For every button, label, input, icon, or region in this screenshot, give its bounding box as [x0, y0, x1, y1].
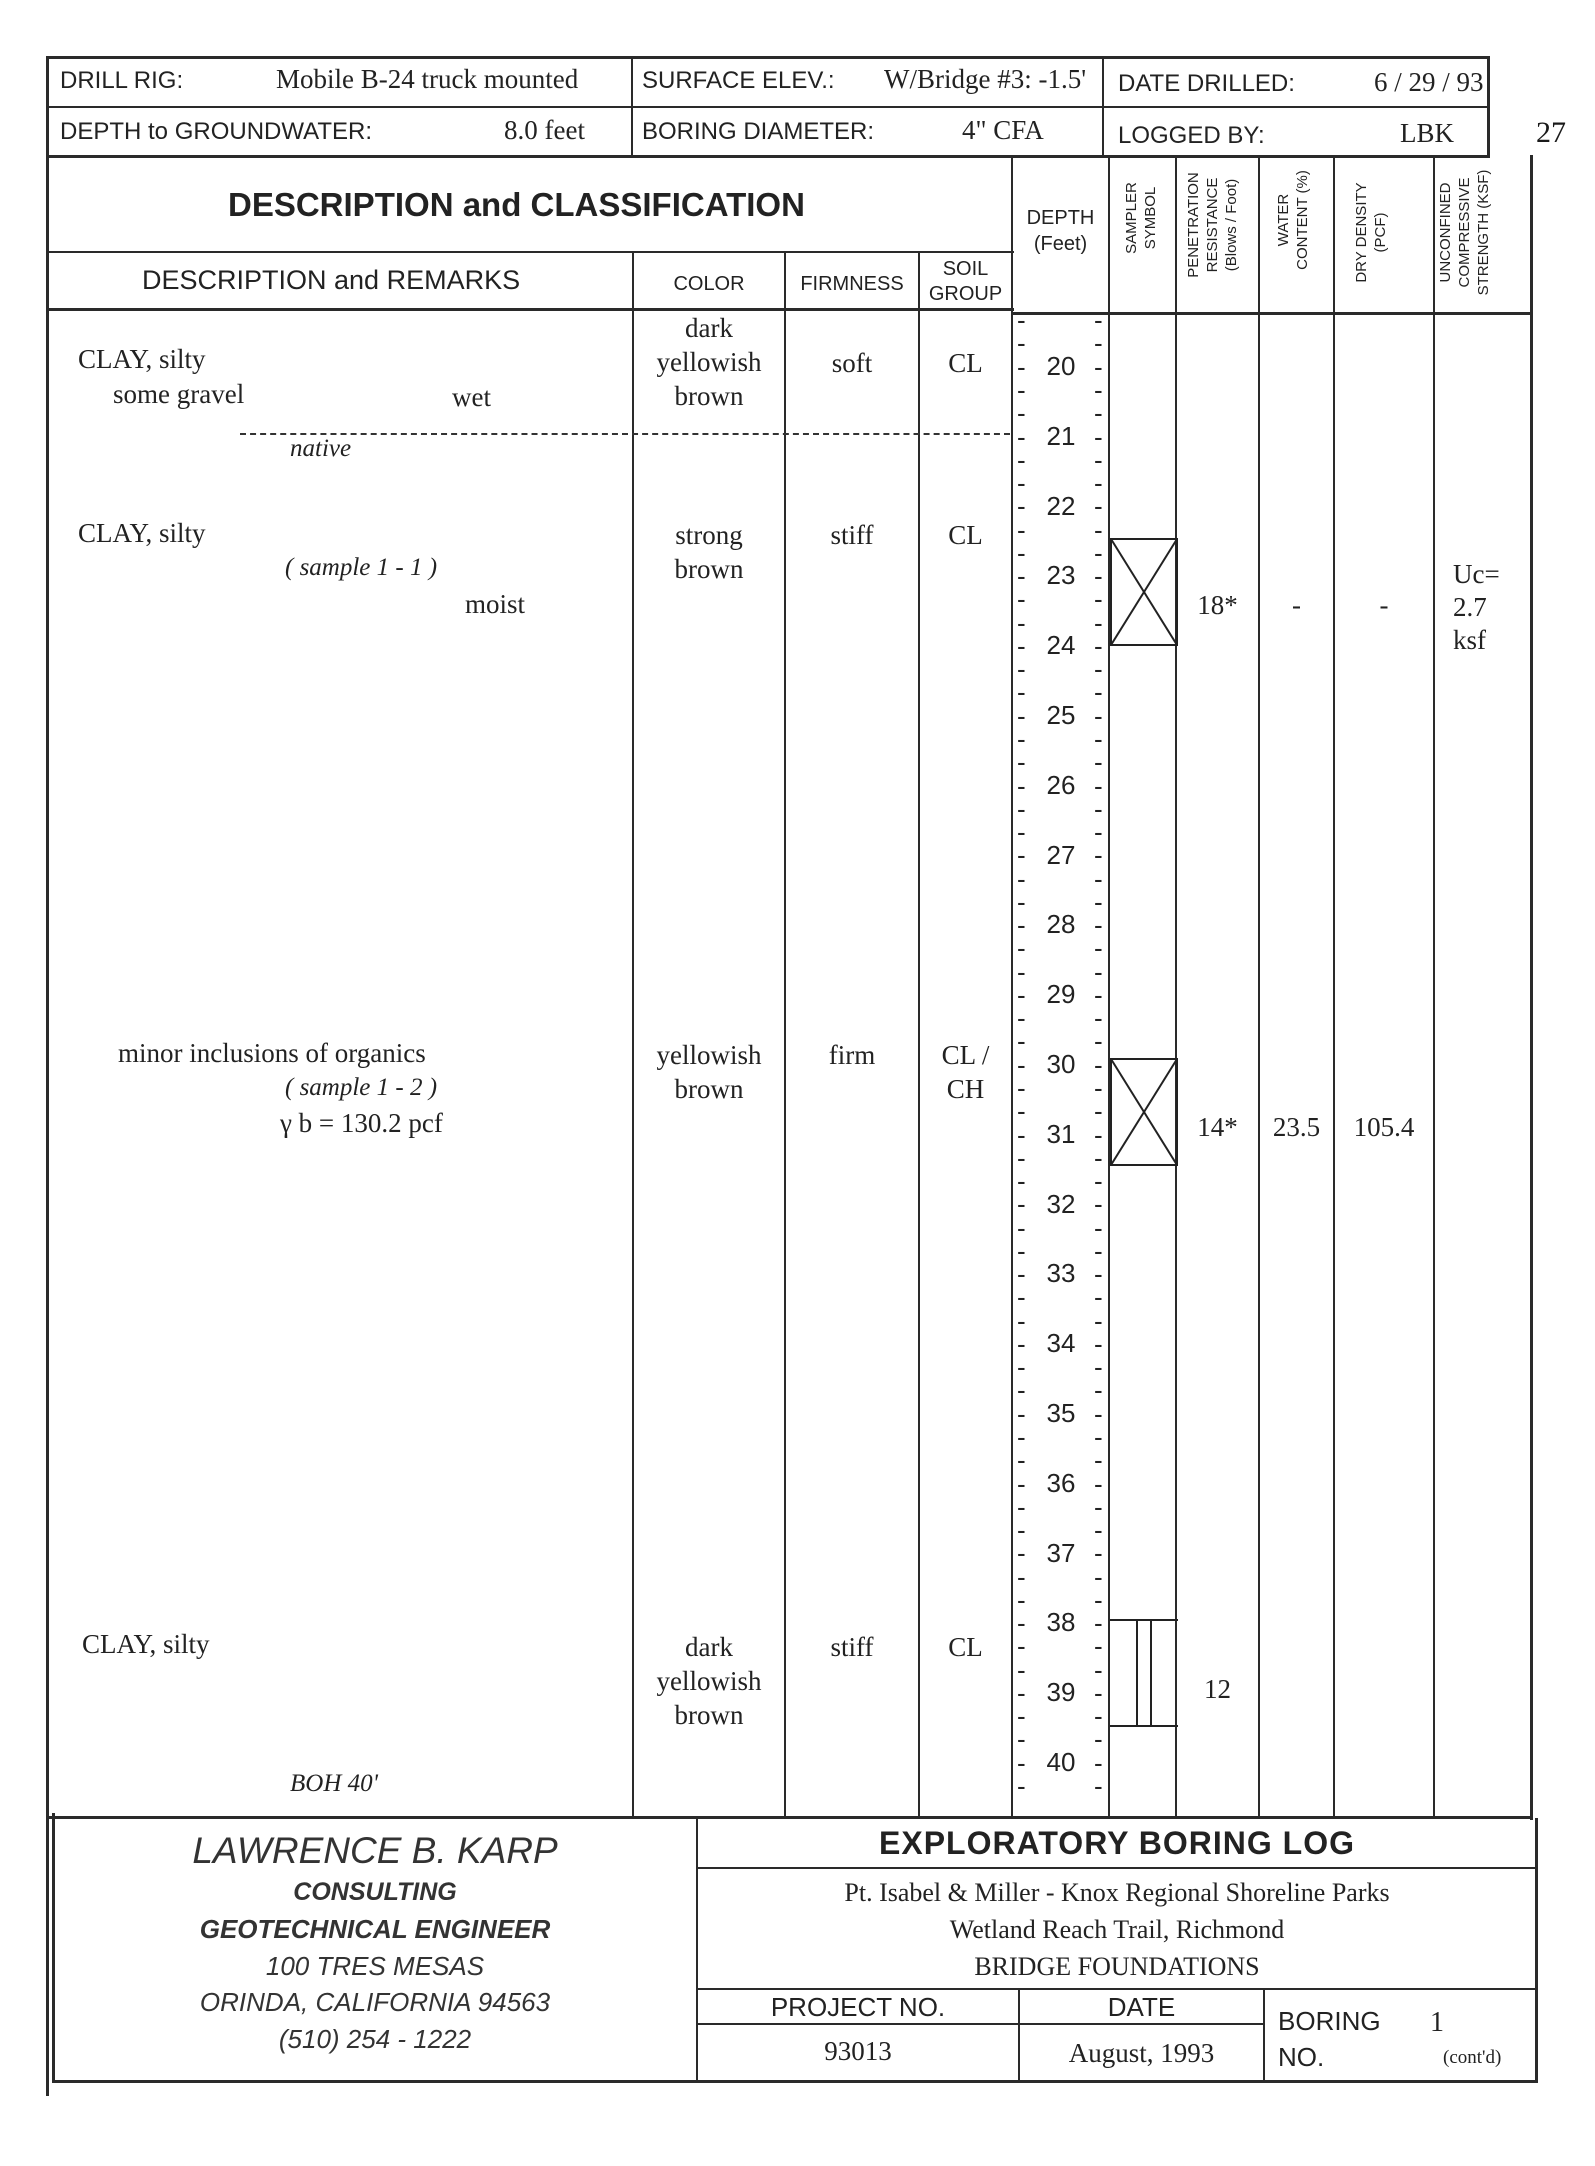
firm-address: 100 TRES MESAS: [265, 1951, 485, 1981]
depth-tick: -: [1094, 1096, 1103, 1127]
depth-tick: -: [1094, 1515, 1103, 1546]
page-number: 27: [1536, 116, 1566, 149]
sample1-uc-line1: Uc=: [1453, 559, 1500, 589]
depth-tick: -: [1017, 1305, 1026, 1336]
layer3-description: minor inclusions of organics: [118, 1038, 426, 1068]
depth-tick: -: [1094, 491, 1103, 522]
depth-tick: -: [1017, 956, 1026, 987]
layer3-firmness: firm: [828, 1040, 876, 1070]
depth-tick: -: [1094, 1142, 1103, 1173]
depth-tick: -: [1094, 514, 1103, 545]
layer2-firmness: stiff: [830, 520, 874, 550]
sample1-density: -: [1379, 590, 1389, 620]
depth-tick: -: [1094, 840, 1103, 871]
depth-tick: -: [1094, 1073, 1103, 1103]
depth-label-27: 27: [1046, 839, 1076, 870]
depth-tick: -: [1017, 1142, 1026, 1173]
depth-tick: -: [1094, 584, 1103, 615]
depth-tick: -: [1094, 1608, 1103, 1639]
depth-label-40: 40: [1046, 1747, 1076, 1777]
depth-tick: -: [1094, 351, 1103, 382]
layer1-color-line2: yellowish: [656, 347, 762, 377]
layer3-sample: ( sample 1 - 2 ): [285, 1074, 438, 1101]
depth-label-29: 29: [1046, 979, 1076, 1010]
col-depth: [1013, 205, 1108, 257]
sampler-symbol-1: [1110, 538, 1180, 648]
depth-tick: -: [1017, 1259, 1026, 1290]
depth-tick: -: [1017, 724, 1026, 754]
depth-tick: -: [1017, 1119, 1026, 1150]
depth-tick: -: [1094, 468, 1103, 499]
sampler-symbol-2: [1110, 1058, 1180, 1168]
layer1-description-2: some gravel: [113, 379, 245, 409]
sample2-blows: 14*: [1197, 1112, 1238, 1142]
layer1-description: CLAY, silty: [78, 344, 206, 374]
depth-label-34: 34: [1046, 1328, 1076, 1359]
depth-tick: -: [1094, 1026, 1103, 1057]
firm-line2: GEOTECHNICAL ENGINEER: [199, 1914, 551, 1944]
bottom-of-hole: BOH 40': [290, 1770, 378, 1797]
depth-tick: -: [1017, 1026, 1026, 1057]
col-dry-density: [1352, 175, 1390, 290]
section-title: DESCRIPTION and CLASSIFICATION: [228, 186, 805, 223]
depth-tick: -: [1094, 630, 1103, 661]
project-line2: Wetland Reach Trail, Richmond: [949, 1915, 1285, 1944]
depth-tick: -: [1017, 1538, 1026, 1569]
log-title: EXPLORATORY BORING LOG: [879, 1825, 1355, 1861]
col-soil-group-line1: SOIL: [942, 258, 989, 280]
depth-tick: -: [1017, 1771, 1026, 1801]
col-depth-line2: (Feet): [1033, 233, 1088, 255]
depth-tick: -: [1094, 1468, 1103, 1499]
depth-tick: -: [1094, 607, 1103, 638]
layer1-soil-group: CL: [948, 348, 983, 378]
col-depth-line1: DEPTH: [1026, 207, 1095, 229]
firm-phone: (510) 254 - 1222: [278, 2024, 472, 2054]
depth-tick: -: [1094, 1235, 1103, 1266]
date-drilled-label: DATE DRILLED:: [1118, 70, 1295, 97]
depth-tick: -: [1094, 1561, 1103, 1592]
layer4-soil-group: CL: [948, 1632, 983, 1662]
native-label: native: [290, 435, 352, 462]
layer1-moisture: wet: [452, 382, 491, 412]
depth-tick: -: [1017, 584, 1026, 615]
depth-tick: -: [1094, 747, 1103, 778]
depth-tick: -: [1094, 1747, 1103, 1778]
depth-label-21: 21: [1046, 420, 1076, 451]
sample1-uc-line2: 2.7: [1453, 592, 1487, 622]
depth-tick: -: [1094, 956, 1103, 987]
boring-diameter-label: BORING DIAMETER:: [642, 118, 875, 145]
depth-tick: -: [1017, 375, 1026, 405]
depth-tick: -: [1017, 654, 1026, 685]
date-label: DATE: [1107, 1992, 1176, 2022]
col-water-line2: CONTENT (%): [1294, 170, 1311, 270]
depth-tick: -: [1017, 910, 1026, 941]
col-unconfined-strength: [1436, 160, 1493, 305]
depth-tick: -: [1017, 1398, 1026, 1429]
depth-tick: -: [1017, 537, 1026, 568]
col-penetration-line3: (Blows / Foot): [1223, 178, 1240, 272]
depth-tick: -: [1094, 1584, 1103, 1615]
layer4-firmness: stiff: [830, 1632, 874, 1662]
layer2-soil-group: CL: [948, 520, 983, 550]
depth-tick: -: [1094, 1631, 1103, 1662]
depth-tick: -: [1017, 747, 1026, 778]
depth-tick: -: [1017, 328, 1026, 359]
depth-label-38: 38: [1046, 1607, 1076, 1638]
groundwater-label: DEPTH to GROUNDWATER:: [60, 118, 373, 145]
layer2-sample: ( sample 1 - 1 ): [285, 554, 438, 581]
col-ucs-line2: COMPRESSIVE: [1456, 177, 1473, 288]
layer3-color-line2: brown: [674, 1074, 744, 1104]
col-ucs-line1: UNCONFINED: [1437, 182, 1454, 283]
depth-tick: -: [1017, 1561, 1026, 1592]
project-no-label: PROJECT NO.: [770, 1992, 946, 2022]
groundwater-value: 8.0 feet: [504, 115, 585, 145]
depth-tick: -: [1017, 933, 1026, 964]
depth-tick: -: [1017, 630, 1026, 661]
depth-tick: -: [1017, 561, 1026, 592]
col-density-line2: (PCF): [1372, 212, 1389, 253]
depth-tick: -: [1094, 1166, 1103, 1197]
depth-tick: -: [1017, 1096, 1026, 1127]
depth-tick: -: [1094, 1119, 1103, 1150]
col-soil-group-line2: GROUP: [928, 283, 1003, 305]
layer4-description: CLAY, silty: [82, 1629, 210, 1659]
depth-tick: -: [1017, 1166, 1026, 1197]
logged-by-value: LBK: [1400, 118, 1454, 148]
depth-tick: -: [1094, 863, 1103, 894]
layer2-description: CLAY, silty: [78, 518, 206, 548]
depth-tick: -: [1094, 1212, 1103, 1243]
boring-label-line2: NO.: [1278, 2042, 1325, 2072]
depth-tick: -: [1017, 1352, 1026, 1383]
depth-tick: -: [1017, 351, 1026, 382]
depth-tick: -: [1017, 1375, 1026, 1406]
col-color: COLOR: [673, 273, 745, 295]
depth-label-32: 32: [1046, 1188, 1076, 1219]
depth-tick: -: [1017, 979, 1026, 1010]
firm-city: ORINDA, CALIFORNIA 94563: [199, 1987, 551, 2017]
depth-tick: -: [1017, 1608, 1026, 1639]
depth-tick: -: [1017, 444, 1026, 475]
depth-tick: -: [1017, 1631, 1026, 1662]
depth-tick: -: [1094, 537, 1103, 568]
date-value: August, 1993: [1068, 2038, 1215, 2068]
layer3-soil-group-line1: CL /: [941, 1040, 990, 1070]
depth-tick: -: [1094, 1701, 1103, 1732]
depth-tick: -: [1094, 1282, 1103, 1313]
date-drilled-value: 6 / 29 / 93: [1374, 67, 1484, 97]
depth-tick: -: [1094, 398, 1103, 429]
depth-tick: -: [1094, 1677, 1103, 1708]
logged-by-label: LOGGED BY:: [1118, 122, 1265, 149]
depth-tick: -: [1017, 1724, 1026, 1755]
depth-tick: -: [1017, 1701, 1026, 1732]
depth-tick: -: [1094, 1654, 1103, 1685]
boring-no-value: 1: [1430, 2007, 1444, 2038]
depth-tick: -: [1017, 514, 1026, 545]
depth-label-39: 39: [1046, 1677, 1076, 1708]
depth-tick: -: [1017, 398, 1026, 429]
layer1-color-line1: dark: [685, 313, 733, 343]
col-penetration: [1184, 160, 1241, 290]
depth-tick: -: [1017, 1515, 1026, 1546]
depth-tick: -: [1017, 1747, 1026, 1778]
depth-tick: -: [1094, 1189, 1103, 1220]
sampler-symbol-3: [1110, 1618, 1180, 1730]
layer2-color-line2: brown: [674, 554, 744, 584]
depth-tick: -: [1094, 979, 1103, 1010]
col-sampler-line1: SAMPLER: [1123, 182, 1140, 254]
depth-tick: -: [1017, 1445, 1026, 1476]
layer2-color: [634, 518, 784, 586]
depth-tick: -: [1017, 607, 1026, 638]
layer4-color-line3: brown: [674, 1700, 744, 1730]
depth-label-26: 26: [1046, 769, 1076, 800]
depth-tick: -: [1094, 1003, 1103, 1034]
boring-no-label: [1278, 2003, 1381, 2075]
project-line3: BRIDGE FOUNDATIONS: [974, 1952, 1260, 1981]
boring-no-note: (cont'd): [1443, 2047, 1502, 2068]
depth-tick: -: [1094, 561, 1103, 592]
depth-label-35: 35: [1046, 1398, 1076, 1428]
depth-tick: -: [1094, 1352, 1103, 1383]
depth-tick: -: [1017, 1584, 1026, 1615]
depth-tick: -: [1094, 1491, 1103, 1522]
depth-tick: -: [1017, 1073, 1026, 1103]
layer4-color-line2: yellowish: [656, 1666, 762, 1696]
col-penetration-line2: RESISTANCE: [1204, 177, 1221, 273]
layer4-color: [634, 1630, 784, 1732]
depth-tick: -: [1094, 654, 1103, 685]
surface-elev-value: W/Bridge #3: -1.5': [884, 64, 1087, 94]
depth-tick: -: [1094, 677, 1103, 708]
depth-tick: -: [1017, 817, 1026, 848]
col-soil-group: [920, 257, 1011, 307]
layer4-color-line1: dark: [685, 1632, 733, 1662]
depth-tick: -: [1094, 933, 1103, 964]
depth-tick: -: [1094, 1771, 1103, 1801]
layer1-firmness: soft: [831, 348, 873, 378]
project-description: [698, 1874, 1536, 1985]
depth-tick: -: [1017, 677, 1026, 708]
depth-tick: -: [1017, 1003, 1026, 1034]
depth-tick: -: [1094, 793, 1103, 824]
depth-label-31: 31: [1046, 1118, 1076, 1149]
depth-tick: -: [1094, 1398, 1103, 1429]
depth-tick: -: [1094, 1259, 1103, 1290]
depth-tick: -: [1094, 770, 1103, 801]
firm-line1: CONSULTING: [293, 1878, 457, 1906]
depth-tick: -: [1017, 700, 1026, 731]
col-water-content: [1274, 170, 1312, 270]
depth-tick: -: [1094, 1538, 1103, 1569]
depth-label-36: 36: [1046, 1467, 1076, 1498]
depth-tick: -: [1017, 840, 1026, 871]
boring-diameter-value: 4" CFA: [962, 115, 1044, 145]
sample1-uc: [1453, 558, 1500, 657]
col-sampler-symbol: [1122, 158, 1160, 278]
drill-rig-label: DRILL RIG:: [60, 67, 184, 94]
sample1-uc-line3: ksf: [1453, 625, 1486, 655]
depth-tick: -: [1094, 1445, 1103, 1476]
col-sampler-line2: SYMBOL: [1142, 186, 1159, 250]
depth-tick: -: [1017, 1468, 1026, 1499]
depth-label-24: 24: [1046, 630, 1076, 661]
boring-label-line1: BORING: [1278, 2006, 1381, 2036]
sample2-water: 23.5: [1272, 1112, 1321, 1142]
depth-tick: -: [1094, 700, 1103, 731]
firm-name: LAWRENCE B. KARP: [192, 1830, 558, 1871]
drill-rig-value: Mobile B-24 truck mounted: [276, 64, 579, 94]
depth-tick: -: [1094, 1375, 1103, 1406]
depth-tick: -: [1017, 1235, 1026, 1266]
depth-tick: -: [1094, 1328, 1103, 1359]
depth-tick: -: [1094, 1305, 1103, 1336]
layer3-unit-weight: γ b = 130.2 pcf: [280, 1108, 443, 1138]
depth-tick: -: [1017, 491, 1026, 522]
depth-tick: -: [1017, 468, 1026, 499]
depth-tick: -: [1094, 305, 1103, 336]
depth-tick: -: [1094, 1422, 1103, 1452]
layer1-color: [634, 311, 784, 413]
sample1-water: -: [1292, 590, 1301, 620]
layer1-color-line3: brown: [674, 381, 744, 411]
project-no-value: 93013: [824, 2036, 892, 2066]
surface-elev-label: SURFACE ELEV.:: [642, 67, 835, 94]
col-description: DESCRIPTION and REMARKS: [142, 265, 521, 295]
depth-tick: -: [1017, 1422, 1026, 1452]
layer3-soil-group: [920, 1038, 1011, 1106]
depth-tick: -: [1094, 910, 1103, 941]
depth-label-22: 22: [1046, 490, 1076, 521]
depth-label-20: 20: [1046, 351, 1076, 381]
layer3-color: [634, 1038, 784, 1106]
depth-label-30: 30: [1046, 1049, 1076, 1079]
layer3-color-line1: yellowish: [656, 1040, 762, 1070]
depth-tick: -: [1094, 375, 1103, 405]
depth-tick: -: [1017, 305, 1026, 336]
depth-tick: -: [1017, 1282, 1026, 1313]
depth-tick: -: [1017, 793, 1026, 824]
depth-tick: -: [1017, 863, 1026, 894]
layer2-moisture: moist: [465, 589, 526, 619]
col-ucs-line3: STRENGTH (KSF): [1475, 169, 1492, 296]
depth-tick: -: [1017, 1189, 1026, 1220]
depth-tick: -: [1017, 886, 1026, 917]
sample2-density: 105.4: [1353, 1112, 1415, 1142]
depth-label-23: 23: [1046, 560, 1076, 591]
col-firmness: FIRMNESS: [800, 273, 904, 295]
depth-tick: -: [1017, 1677, 1026, 1708]
depth-tick: -: [1094, 886, 1103, 917]
depth-tick: -: [1017, 1654, 1026, 1685]
sample3-blows: 12: [1204, 1674, 1231, 1704]
depth-tick: -: [1094, 817, 1103, 848]
project-line1: Pt. Isabel & Miller - Knox Regional Shoreline Parks: [844, 1878, 1390, 1907]
depth-tick: -: [1017, 1049, 1026, 1080]
depth-label-37: 37: [1046, 1537, 1076, 1568]
layer2-color-line1: strong: [675, 520, 743, 550]
depth-label-25: 25: [1046, 700, 1076, 730]
depth-tick: -: [1094, 1724, 1103, 1755]
depth-label-28: 28: [1046, 909, 1076, 940]
col-density-line1: DRY DENSITY: [1353, 182, 1370, 283]
col-penetration-line1: PENETRATION: [1185, 172, 1202, 278]
depth-tick: -: [1094, 1049, 1103, 1080]
depth-tick: -: [1017, 1491, 1026, 1522]
depth-label-33: 33: [1046, 1258, 1076, 1289]
depth-tick: -: [1094, 328, 1103, 359]
col-water-line1: WATER: [1275, 193, 1292, 247]
depth-tick: -: [1017, 421, 1026, 452]
native-contact-line: [240, 433, 1010, 435]
depth-tick: -: [1094, 724, 1103, 754]
layer3-soil-group-line2: CH: [946, 1074, 985, 1104]
depth-tick: -: [1017, 770, 1026, 801]
depth-tick: -: [1017, 1328, 1026, 1359]
sample1-blows: 18*: [1197, 590, 1238, 620]
depth-tick: -: [1094, 421, 1103, 452]
depth-tick: -: [1094, 444, 1103, 475]
depth-tick: -: [1017, 1212, 1026, 1243]
